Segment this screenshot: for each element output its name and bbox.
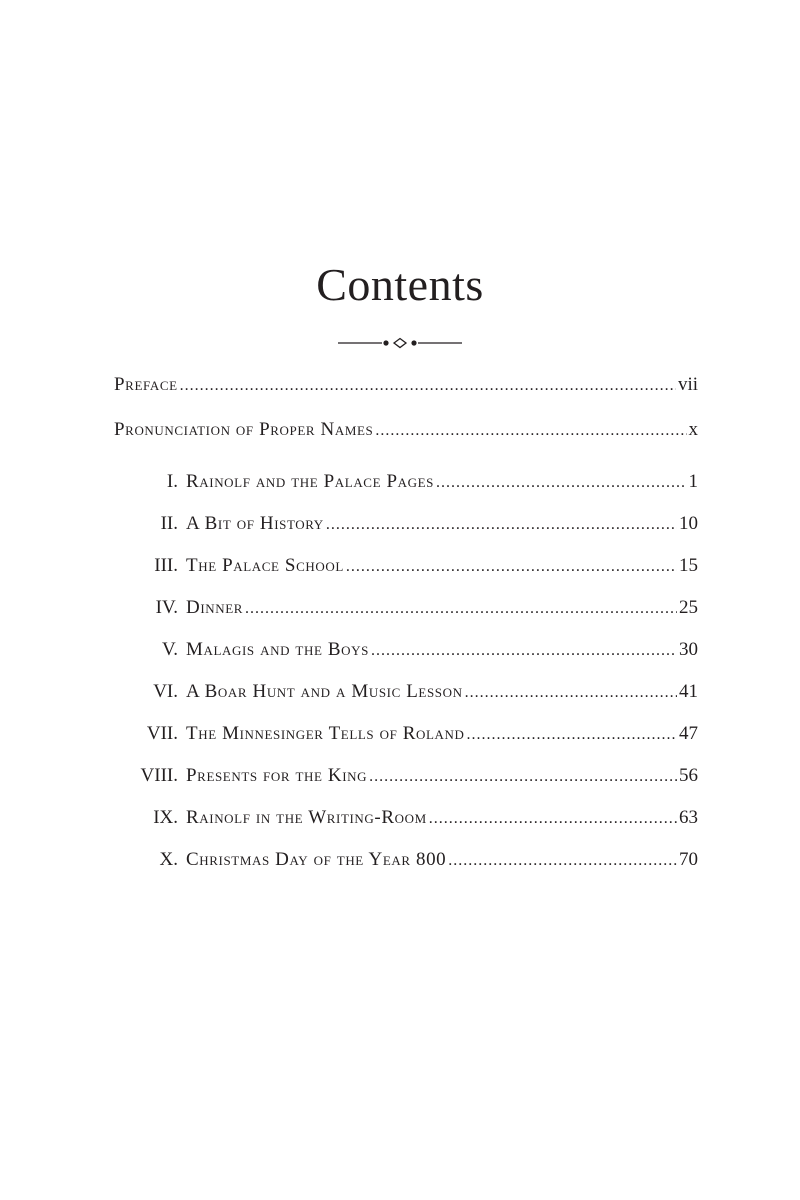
toc-entry-label: Pronunciation of Proper Names	[114, 419, 374, 440]
toc-row-preface[interactable]	[0, 370, 800, 400]
chapter-number: X.	[159, 849, 178, 870]
toc-entry-label: A Bit of History	[186, 513, 324, 534]
toc-page-number: 30	[679, 639, 698, 660]
chapter-number: III.	[154, 555, 178, 576]
toc-entry-label: Dinner	[186, 597, 244, 618]
toc-page-number: 47	[679, 723, 698, 744]
toc-row-chapter[interactable]	[0, 467, 800, 497]
toc-entry-label: The Minnesinger Tells of Roland	[186, 723, 465, 744]
toc-page-number: x	[688, 419, 698, 440]
dot-leader	[429, 804, 677, 834]
dot-leader	[465, 678, 677, 708]
toc-entry-label: Presents for the King	[186, 765, 368, 786]
chapter-number: II.	[160, 513, 178, 534]
toc-entry-label: Rainolf in the Writing-Room	[186, 807, 427, 828]
chapter-number: I.	[166, 471, 178, 492]
toc-page-number: 10	[679, 513, 698, 534]
chapter-number: VII.	[146, 723, 178, 744]
toc-entry-label: The Palace School	[186, 555, 344, 576]
toc-page-number: 25	[679, 597, 698, 618]
dot-leader	[467, 720, 677, 750]
dot-leader	[371, 636, 677, 666]
dot-leader	[375, 416, 686, 446]
toc-page-number: 15	[679, 555, 698, 576]
toc-row-chapter[interactable]	[0, 509, 800, 539]
toc-entry-label: A Boar Hunt and a Music Lesson	[186, 681, 463, 702]
toc-entry-label: Rainolf and the Palace Pages	[186, 471, 434, 492]
chapter-number: IV.	[155, 597, 178, 618]
chapter-number: VIII.	[140, 765, 178, 786]
dot-leader	[369, 762, 677, 792]
toc-row-chapter[interactable]	[0, 635, 800, 665]
toc-page-number: 63	[679, 807, 698, 828]
toc-page-number: 1	[688, 471, 698, 492]
chapter-number: VI.	[153, 681, 178, 702]
toc-row-chapter[interactable]	[0, 761, 800, 791]
dot-leader	[346, 552, 677, 582]
toc-page-number: 41	[679, 681, 698, 702]
dot-leader	[448, 846, 677, 876]
toc-page-number: 56	[679, 765, 698, 786]
toc-page-number: vii	[677, 374, 698, 395]
toc-entry-label: Preface	[114, 374, 178, 395]
toc-entry-label: Malagis and the Boys	[186, 639, 369, 660]
toc-row-chapter[interactable]	[0, 593, 800, 623]
toc-row-chapter[interactable]	[0, 803, 800, 833]
toc-page-number: 70	[679, 849, 698, 870]
page-title: Contents	[316, 259, 484, 310]
toc-row-chapter[interactable]	[0, 719, 800, 749]
toc-row-chapter[interactable]	[0, 845, 800, 875]
dot-leader	[326, 510, 677, 540]
ornament-divider-icon	[338, 336, 462, 350]
dot-leader	[436, 468, 687, 498]
chapter-number: IX.	[153, 807, 178, 828]
toc-row-pronunciation[interactable]	[0, 415, 800, 445]
chapter-number: V.	[161, 639, 178, 660]
toc-row-chapter[interactable]	[0, 677, 800, 707]
dot-leader	[245, 594, 677, 624]
dot-leader	[180, 371, 676, 401]
toc-entry-label: Christmas Day of the Year 800	[186, 849, 447, 870]
toc-row-chapter[interactable]	[0, 551, 800, 581]
